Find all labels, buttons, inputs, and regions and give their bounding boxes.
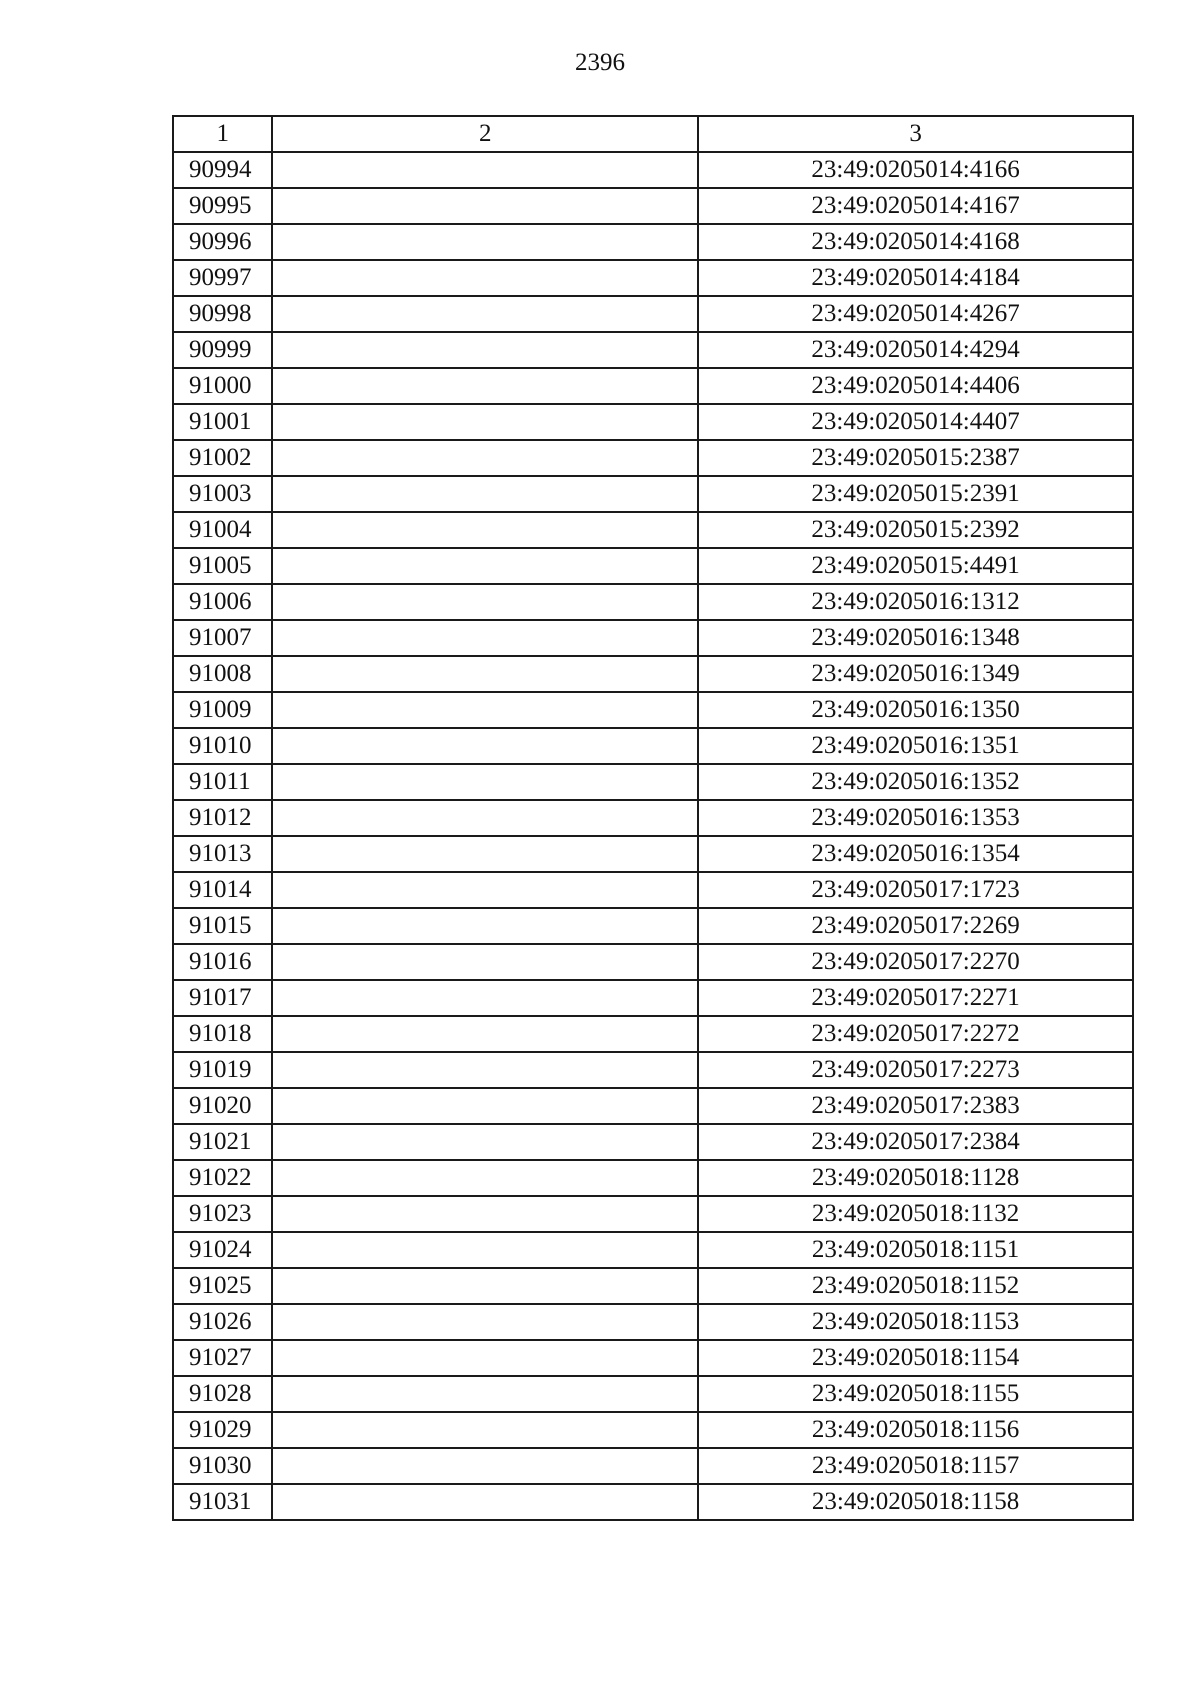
row-empty-cell	[272, 224, 698, 260]
cadastral-number-cell: 23:49:0205016:1350	[698, 692, 1133, 728]
row-empty-cell	[272, 1484, 698, 1520]
table-row	[173, 1412, 1133, 1448]
row-empty-cell	[272, 296, 698, 332]
cadastral-number-cell: 23:49:0205018:1153	[698, 1304, 1133, 1340]
row-number-cell: 91000	[173, 368, 272, 404]
table-row	[173, 764, 1133, 800]
table-row	[173, 368, 1133, 404]
cadastral-number-cell: 23:49:0205014:4294	[698, 332, 1133, 368]
cadastral-number-cell: 23:49:0205014:4168	[698, 224, 1133, 260]
row-empty-cell	[272, 800, 698, 836]
cadastral-number-cell: 23:49:0205016:1351	[698, 728, 1133, 764]
row-empty-cell	[272, 656, 698, 692]
cadastral-number-cell: 23:49:0205018:1155	[698, 1376, 1133, 1412]
row-empty-cell	[272, 548, 698, 584]
row-number-cell: 91014	[173, 872, 272, 908]
cadastral-number-cell: 23:49:0205015:2387	[698, 440, 1133, 476]
table-row	[173, 1448, 1133, 1484]
cadastral-number-cell: 23:49:0205014:4407	[698, 404, 1133, 440]
row-number-cell: 91010	[173, 728, 272, 764]
table-row	[173, 1160, 1133, 1196]
table-row	[173, 1052, 1133, 1088]
row-number-cell: 91008	[173, 656, 272, 692]
table-row	[173, 1340, 1133, 1376]
cadastral-number-cell: 23:49:0205014:4166	[698, 152, 1133, 188]
table-row	[173, 1304, 1133, 1340]
row-number-cell: 91002	[173, 440, 272, 476]
row-empty-cell	[272, 440, 698, 476]
table-row	[173, 548, 1133, 584]
table-row	[173, 188, 1133, 224]
row-empty-cell	[272, 404, 698, 440]
table-row	[173, 404, 1133, 440]
row-empty-cell	[272, 1232, 698, 1268]
table-row	[173, 440, 1133, 476]
row-number-cell: 91022	[173, 1160, 272, 1196]
row-number-cell: 91003	[173, 476, 272, 512]
row-number-cell: 91004	[173, 512, 272, 548]
table-body	[173, 116, 1133, 1520]
table-row	[173, 656, 1133, 692]
cadastral-number-cell: 23:49:0205016:1349	[698, 656, 1133, 692]
header-row	[173, 116, 1133, 152]
table-row	[173, 980, 1133, 1016]
cadastral-number-cell: 23:49:0205015:2392	[698, 512, 1133, 548]
row-empty-cell	[272, 512, 698, 548]
cadastral-number-cell: 23:49:0205015:2391	[698, 476, 1133, 512]
table-row	[173, 476, 1133, 512]
row-number-cell: 90998	[173, 296, 272, 332]
row-empty-cell	[272, 1052, 698, 1088]
row-number-cell: 91015	[173, 908, 272, 944]
cadastral-number-cell: 23:49:0205017:2272	[698, 1016, 1133, 1052]
row-number-cell: 90995	[173, 188, 272, 224]
cadastral-number-cell: 23:49:0205016:1353	[698, 800, 1133, 836]
cadastral-number-cell: 23:49:0205018:1154	[698, 1340, 1133, 1376]
row-empty-cell	[272, 1268, 698, 1304]
cadastral-number-cell: 23:49:0205016:1348	[698, 620, 1133, 656]
table-row	[173, 332, 1133, 368]
table-row	[173, 1232, 1133, 1268]
row-number-cell: 90996	[173, 224, 272, 260]
table-row	[173, 728, 1133, 764]
cadastral-number-cell: 23:49:0205017:2270	[698, 944, 1133, 980]
table-row	[173, 692, 1133, 728]
table-row	[173, 800, 1133, 836]
table-row	[173, 584, 1133, 620]
row-number-cell: 91025	[173, 1268, 272, 1304]
row-empty-cell	[272, 368, 698, 404]
row-empty-cell	[272, 1124, 698, 1160]
row-number-cell: 91011	[173, 764, 272, 800]
table-row	[173, 908, 1133, 944]
row-empty-cell	[272, 332, 698, 368]
row-number-cell: 91029	[173, 1412, 272, 1448]
row-empty-cell	[272, 1304, 698, 1340]
row-empty-cell	[272, 872, 698, 908]
row-empty-cell	[272, 188, 698, 224]
cadastral-number-cell: 23:49:0205016:1352	[698, 764, 1133, 800]
row-empty-cell	[272, 692, 698, 728]
table-row	[173, 1016, 1133, 1052]
column-header-1: 1	[173, 116, 272, 152]
row-number-cell: 91028	[173, 1376, 272, 1412]
cadastral-number-cell: 23:49:0205017:2383	[698, 1088, 1133, 1124]
row-number-cell: 91020	[173, 1088, 272, 1124]
row-empty-cell	[272, 1448, 698, 1484]
row-number-cell: 91009	[173, 692, 272, 728]
row-number-cell: 91013	[173, 836, 272, 872]
table-row	[173, 1268, 1133, 1304]
table-row	[173, 1376, 1133, 1412]
row-empty-cell	[272, 1016, 698, 1052]
table-row	[173, 224, 1133, 260]
row-empty-cell	[272, 1088, 698, 1124]
cadastral-number-cell: 23:49:0205018:1157	[698, 1448, 1133, 1484]
column-header-2: 2	[272, 116, 698, 152]
row-number-cell: 91018	[173, 1016, 272, 1052]
row-number-cell: 91016	[173, 944, 272, 980]
cadastral-number-cell: 23:49:0205018:1152	[698, 1268, 1133, 1304]
table-row	[173, 944, 1133, 980]
cadastral-number-cell: 23:49:0205016:1354	[698, 836, 1133, 872]
row-empty-cell	[272, 980, 698, 1016]
cadastral-number-cell: 23:49:0205018:1128	[698, 1160, 1133, 1196]
cadastral-number-cell: 23:49:0205017:2273	[698, 1052, 1133, 1088]
cadastral-number-cell: 23:49:0205015:4491	[698, 548, 1133, 584]
row-number-cell: 90999	[173, 332, 272, 368]
cadastral-number-cell: 23:49:0205014:4267	[698, 296, 1133, 332]
column-header-3: 3	[698, 116, 1133, 152]
row-number-cell: 91005	[173, 548, 272, 584]
row-number-cell: 91030	[173, 1448, 272, 1484]
cadastral-number-cell: 23:49:0205018:1158	[698, 1484, 1133, 1520]
table-row	[173, 872, 1133, 908]
row-number-cell: 91027	[173, 1340, 272, 1376]
row-number-cell: 91007	[173, 620, 272, 656]
row-empty-cell	[272, 1376, 698, 1412]
cadastral-number-cell: 23:49:0205014:4167	[698, 188, 1133, 224]
page-number: 2396	[575, 49, 625, 76]
row-empty-cell	[272, 152, 698, 188]
row-empty-cell	[272, 944, 698, 980]
cadastral-number-cell: 23:49:0205016:1312	[698, 584, 1133, 620]
table-row	[173, 1124, 1133, 1160]
row-number-cell: 90994	[173, 152, 272, 188]
row-empty-cell	[272, 620, 698, 656]
cadastral-number-cell: 23:49:0205017:2384	[698, 1124, 1133, 1160]
cadastral-number-cell: 23:49:0205014:4406	[698, 368, 1133, 404]
table-row	[173, 1196, 1133, 1232]
row-number-cell: 91019	[173, 1052, 272, 1088]
table-row	[173, 1088, 1133, 1124]
registry-table	[172, 115, 1134, 1521]
table-row	[173, 296, 1133, 332]
cadastral-number-cell: 23:49:0205014:4184	[698, 260, 1133, 296]
row-number-cell: 91021	[173, 1124, 272, 1160]
table-row	[173, 1484, 1133, 1520]
cadastral-number-cell: 23:49:0205017:2269	[698, 908, 1133, 944]
table-row	[173, 152, 1133, 188]
row-number-cell: 91006	[173, 584, 272, 620]
cadastral-number-cell: 23:49:0205018:1132	[698, 1196, 1133, 1232]
table-row	[173, 836, 1133, 872]
row-number-cell: 91024	[173, 1232, 272, 1268]
cadastral-number-cell: 23:49:0205018:1151	[698, 1232, 1133, 1268]
row-empty-cell	[272, 728, 698, 764]
row-number-cell: 91031	[173, 1484, 272, 1520]
cadastral-number-cell: 23:49:0205017:1723	[698, 872, 1133, 908]
row-empty-cell	[272, 584, 698, 620]
table-row	[173, 620, 1133, 656]
table-row	[173, 260, 1133, 296]
row-empty-cell	[272, 1412, 698, 1448]
row-empty-cell	[272, 1160, 698, 1196]
row-number-cell: 91017	[173, 980, 272, 1016]
cadastral-number-cell: 23:49:0205018:1156	[698, 1412, 1133, 1448]
row-number-cell: 91001	[173, 404, 272, 440]
table-row	[173, 512, 1133, 548]
row-empty-cell	[272, 764, 698, 800]
row-empty-cell	[272, 260, 698, 296]
row-empty-cell	[272, 1340, 698, 1376]
row-number-cell: 91023	[173, 1196, 272, 1232]
row-number-cell: 91012	[173, 800, 272, 836]
row-empty-cell	[272, 836, 698, 872]
row-empty-cell	[272, 476, 698, 512]
cadastral-number-cell: 23:49:0205017:2271	[698, 980, 1133, 1016]
row-number-cell: 90997	[173, 260, 272, 296]
row-empty-cell	[272, 1196, 698, 1232]
row-number-cell: 91026	[173, 1304, 272, 1340]
row-empty-cell	[272, 908, 698, 944]
